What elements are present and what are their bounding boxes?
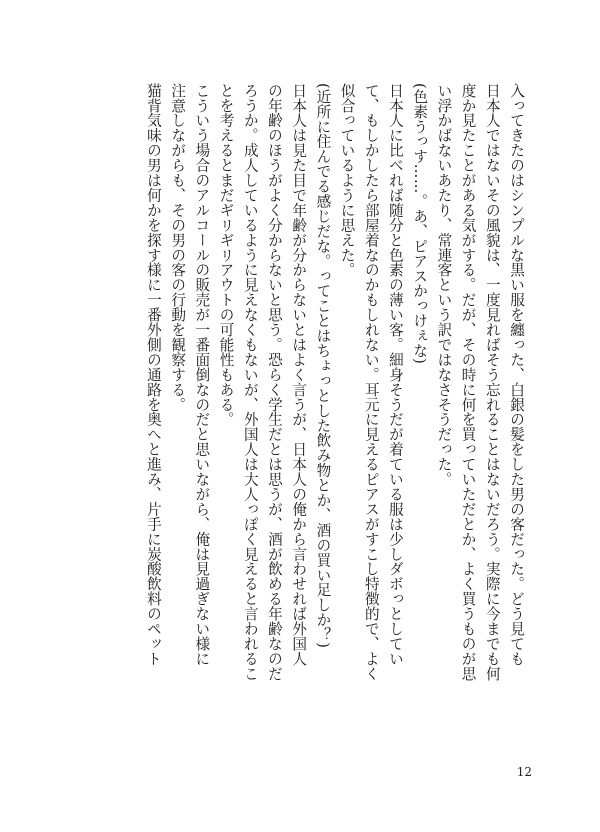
text-line: 日本人に比べれば随分と色素の薄い客。細身そうだが着ている服は少しダボっとしてい [386,83,404,667]
text-line: (色素うっす……。あ、ピアスかっけぇな) [411,83,429,365]
text-line: て、もしかしたら部屋着なのかもしれない。耳元に見えるピアスがすこし特徴的で、よく [362,83,380,681]
vertical-text-body [68,83,528,743]
text-line: (近所に住んでる感じだな。ってことはちょっとした飲み物とか、酒の買い足しか？) [314,83,332,649]
text-line: 度か見たことがある気がする。だが、その時に何を買っていただとか、よく買うものが思 [459,83,477,681]
text-line: 猫背気味の男は何かを探す様に一番外側の通路を奥へと進み、片手に炭酸飲料のペット [144,83,162,667]
text-line: い浮かばないあたり、常連客という訳ではなさそうだった。 [435,83,453,487]
text-line: 日本人は見た目で年齢が分からないとはよく言うが、日本人の俺から言わせれば外国人 [290,83,308,667]
text-line: の年齢のほうがよく分からないと思う。恐らく学生だとは思うが、酒が飲める年齢なのだ [265,83,283,681]
text-line: 日本人ではないその風貌は、一度見ればそう忘れることはないだろう。実際に今までも何 [483,83,501,681]
page-number: 12 [516,765,532,779]
text-line: 入ってきたのはシンプルな黒い服を纏った、白銀の髪をした男の客だった。どう見ても [508,83,525,667]
text-line: とを考えるとまだギリギリアウトの可能性もある。 [217,83,235,427]
text-line: 似合っているように思えた。 [338,83,356,278]
text-line: ろうか。成人しているように見えなくもないが、外国人は大人っぽく見えると言われるこ [241,83,259,681]
text-line: 注意しながらも、その男の客の行動を観察する。 [169,83,187,412]
text-line: こういう場合のアルコールの販売が一番面倒なのだと思いながら、俺は見過ぎない様に [193,83,211,667]
